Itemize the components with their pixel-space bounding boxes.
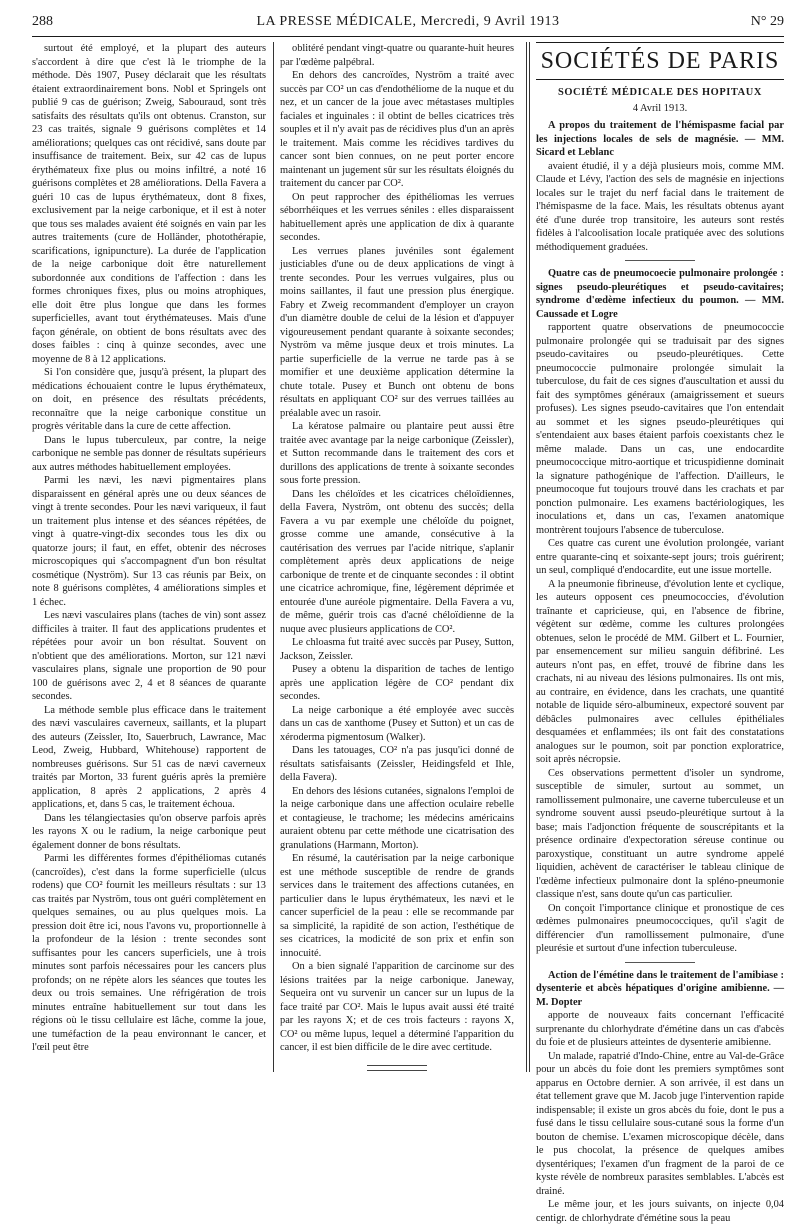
column-divider	[526, 42, 527, 1072]
paragraph: apporte de nouveaux faits concernant l'efficacité surprenante du chlorhydrate d'émétine dans un cas d'abcès du foie et de plusieurs atteintes de dysenterie amibienne.	[536, 1010, 784, 1048]
paragraph: La kératose palmaire ou plantaire peut aussi être traitée avec avantage par la neige carbonique (Zeissler), et Sutton recommande dans le traitement des cors et durillons des applications de trente à soixante secondes sous forte pression.	[280, 421, 514, 486]
paragraph: La méthode semble plus efficace dans le traitement des nævi vasculaires caverneux, saillants, et la plupart des auteurs (Zeissler, Ito, Sauerbruch, Lawrance, Mac Leod, Zweig, Hubbard, Whitehouse) rapportent de nombreuses guérisons. Sur 51 cas de nævi caverneux traités par Morton, 33 furent guéris après la première application, 8 après 2 applications, 2 après 4 applications, et, dans 5 cas, le traitement échoua.	[32, 704, 266, 810]
column-divider	[529, 42, 530, 1072]
paragraph: La neige carbonique a été employée avec succès dans un cas de xanthome (Pusey et Sutton) et un cas de xéroderma pigmentosum (Walker).	[280, 704, 514, 743]
article-title: Action de l'émétine dans le traitement de l'amibiase : dysenterie et abcès hépatiques d'origine amibienne. — M. Dopter	[536, 969, 784, 1008]
column-middle	[280, 42, 514, 1072]
column-left	[32, 42, 266, 1072]
article-end-mark	[367, 1065, 427, 1071]
paragraph: A la pneumonie fibrineuse, d'évolution lente et cyclique, les auteurs opposent ces pneumococcies, d'évolution traînante et capricieuse, qui, en l'absence de fibrine, végètent sur œdème, comme les cultures prolongées obtenues, selon le procédé de MM. Gilbert et L. Fournier, par ensemencement sur milieu sanguin défibriné. Les auteurs n'ont pas, en effet, trouvé de fibrine dans les crachats, ni au niveau des lésions pulmonaires. Ils ont mis, au contraire, en évidence, dans les crachats, une quantité notable de liquide séro-albumineux, expectoré souvent par débâcles pulmonaires avec cellules épithéliales desquamées et enflammées; ils ont fait des constatations analogues sur le poumon, soit par ponction exploratrice, soit après nécropsie.	[536, 578, 784, 765]
running-title: LA PRESSE MÉDICALE, Mercredi, 9 Avril 1913	[256, 14, 560, 29]
paragraph: Pusey a obtenu la disparition de taches de lentigo après une application légère de CO² pendant dix secondes.	[280, 664, 514, 702]
page-number: 288	[32, 14, 53, 29]
column-right	[536, 42, 784, 1224]
column-divider	[273, 42, 274, 1072]
paragraph: Parmi les différentes formes d'épithéliomas cutanés (cancroïdes), c'est dans la forme superficielle (ulcus rodens) que CO² fournit les meilleurs résultats : sur 13 cas traités par Nyström, tous ont guéri complètement en quelques semaines, ou au plus quelques mois. La pression doit être ici, nous l'avons vu, proportionnelle à la profondeur de la lésion : trente secondes sont suffisantes pour les cancers superficiels, une à trois minutes sont parfois nécessaires pour les cancers plus profonds; on ne répète alors les séances que toutes les deux ou trois semaines. Une réfrigération de trois minutes entraîne habituellement sur tout dans les régions où le tissu cellulaire est lâche, comme la joue, une tuméfaction de la peau environnant le cancer, et l'œil peut être	[32, 853, 266, 1053]
paragraph: oblitéré pendant vingt-quatre ou quarante-huit heures par l'œdème palpébral.	[280, 43, 514, 68]
paragraph: Dans les télangiectasies qu'on observe parfois après les rayons X ou le radium, la neige carbonique peut également donner de bons résultats.	[32, 812, 266, 851]
separator	[625, 260, 695, 261]
paragraph: Le même jour, et les jours suivants, on injecte 0,04 centigr. de chlorhydrate d'émétine sous la peau	[536, 1199, 784, 1224]
paragraph: Un malade, rapatrié d'Indo-Chine, entre au Val-de-Grâce pour un abcès du foie dont les premiers symptômes sont apparus en Octobre dernier. A son arrivée, il est dans un état tellement grave que M. Jacob juge l'intervention rapide indispensable; il existe un gros abcès du foie, dont le pus a fusé dans le tissu cellulaire sous-cutané sous la forme d'un bouton de chemise. L'examen microscopique décèle, dans le pus chocolat, la présence de quelques amibes dysentériques; l'examen d'un fragment de la paroi de ce kyste révèle de nombreux parasites semblables. L'abcès est drainé.	[536, 1050, 784, 1197]
paragraph: Dans le lupus tuberculeux, par contre, la neige carbonique ne semble pas donner de résultats supérieurs aux autres méthodes habituellement employées.	[32, 434, 266, 473]
section-title: SOCIÉTÉS DE PARIS	[540, 48, 780, 74]
journal-page	[32, 12, 784, 1224]
paragraph: rapportent quatre observations de pneumococcie pulmonaire prolongée qui se traduisait par des signes pseudo-cavitaires ou pseudo-pleurétiques. Cette pneumococcie pulmonaire prolongée simulait la tuberculose, du fait de ces signes d'auscultation et aussi du fait des symptômes généraux (amaigrissement et sueurs profuses). Les signes pseudo-cavitaires que l'on entendait au sommet et les signes pseudo-pleurétiques qui s'entendaient aux bases étaient parfois coexistants chez le même malade. Dans un cas, une endocardite pneumococcique mitro-aortique et tricuspidienne dominait la signature pathogénique de l'affection. D'ailleurs, le pneumocoque fut toujours trouvé dans les crachats et par ponction pulmonaire. Les examens bactériologiques, les inoculations et, dans un cas, l'examen anatomique montrèrent toujours l'absence de tuberculose.	[536, 322, 784, 536]
paragraph: Les nævi vasculaires plans (taches de vin) sont assez difficiles à traiter. Il faut des applications prudentes et répétées pour avoir un bon résultat. Souvent on n'obtient que des améliorations. Morton, sur 121 nævi vasculaires plans, signale une proportion de 90 pour 100 de guérisons avec 2, 4 et 8 séances de quarante secondes.	[32, 610, 266, 702]
paragraph: Le chloasma fut traité avec succès par Pusey, Sutton, Jackson, Zeissler.	[280, 637, 514, 662]
article-title: Quatre cas de pneumocoecie pulmonaire prolongée : signes pseudo-pleurétiques et pseudo-cavitaires; syndrome d'œdème infectieux du poumon. — MM. Caussade et Logre	[536, 268, 784, 320]
section-rule	[536, 42, 784, 43]
article-title: A propos du traitement de l'hémispasme facial par les injections locales de sels de magnésie. — MM. Sicard et Leblanc	[536, 120, 784, 158]
paragraph: Ces observations permettent d'isoler un syndrome, susceptible de simuler, surtout au sommet, un ramollissement pulmonaire, une caverne tuberculeuse et un syndrome souvent aussi pseudo-pleurétique surtout à la base; mais l'adjonction fréquente de souscrépitants et la présence ordinaire d'expectoration séreuse continue ou paroxystique, constituant un autre syndrome appelé liquidien, achèvent de caractériser le tableau clinique de l'œdème infectieux pulmonaire dont la spléno-pneumonie classique n'est, sans doute qu'un cas particulier.	[536, 767, 784, 900]
paragraph: On a bien signalé l'apparition de carcinome sur des lésions traitées par la neige carbonique. Janeway, Sequeira ont vu survenir un cancer sur un lupus de la face traité par CO². Mais le lupus avait aussi été traité par les rayons X; et de ces trois facteurs : rayons X, CO² ou même lupus, lequel a déterminé l'apparition du cancer, il est bien difficile de le dire avec certitude.	[280, 961, 514, 1053]
paragraph: En dehors des lésions cutanées, signalons l'emploi de la neige carbonique dans une affection oculaire rebelle et contagieuse, le trachome; les médecins américains auraient obtenu par cette méthode une cicatrisation des granulations (Harmann, Morton).	[280, 785, 514, 851]
session-date: 4 Avril 1913.	[632, 102, 688, 114]
header-rule	[32, 36, 784, 37]
paragraph: Parmi les nævi, les nævi pigmentaires plans disparaissent en général après une ou deux séances de vingt à trente secondes. Pour les nævi variqueux, il faut un traitement plus intense et des séances répétées, de vingt à quatre-vingt-dix secondes tous les dix ou quatorze jours; il faut, en effet, obtenir des nécroses microscopiques qui s'accompagnent d'un bon résultat cosmétique (Nyström). Sur 13 cas réunis par Beix, on note 8 guérisons complètes, 4 améliorations simples et 1 échec.	[32, 475, 266, 608]
section-rule	[536, 79, 784, 80]
paragraph: Ces quatre cas curent une évolution prolongée, variant entre quarante-cinq et soixante-sept jours; trois guérirent; un seul, compliqué d'endocardite, eut une issue mortelle.	[536, 538, 784, 576]
paragraph: En dehors des cancroïdes, Nyström a traité avec succès par CO² un cas d'endothéliome de la nuque et du nez, et un cancer de la joue avec métastases multiples faciales et inguinales : il obtint de belles cicatrices très souples et il n'y avait pas de récidives plus d'un an après le traitement. Mais comme les récidives tardives du cancer sont bien connues, on ne peut porter encore maintenant un jugement sûr sur les résultats éloignés du traitement du cancer par CO².	[280, 70, 514, 189]
separator	[625, 962, 695, 963]
paragraph: On conçoit l'importance clinique et pronostique de ces œdèmes pulmonaires pneumococciques, qu'il s'agit de différencier d'un ramollissement pulmonaire, d'une pleurésie et surtout d'une infection tuberculeuse.	[536, 902, 784, 954]
paragraph: On peut rapprocher des épithéliomas les verrues séborrhéiques et les verrues séniles : elles disparaissent habituellement après une application de dix à quarante secondes.	[280, 191, 514, 243]
society-heading: SOCIÉTÉ MÉDICALE DES HOPITAUX	[558, 87, 762, 98]
running-header	[32, 12, 784, 36]
issue-number: N° 29	[750, 14, 784, 29]
paragraph: Si l'on considère que, jusqu'à présent, la plupart des médications échouaient contre le lupus érythémateux, on doit, en présence des résultats précédents, reconnaître que la neige carbonique constitue un progrès véritable dans la cure de cette affection.	[32, 367, 266, 432]
paragraph: Les verrues planes juvéniles sont également justiciables d'une ou de deux applications de vingt à trente secondes. Pour les verrues vulgaires, plus ou moins saillantes, il faut une pression plus énergique. Fabry et Zweig recommandent d'employer un crayon d'un diamètre double de celui de la lésion et d'appuyer vigoureusement pendant quarante à soixante secondes; Nyström va même jusque deux et trois minutes. La partie superficielle de la verrue ne tarde pas à se momifier et une deuxième application détermine la chute totale. Pusey et Bunch ont obtenu de bons résultats en appliquant CO² sur des verrues taillées au préalable avec un rasoir.	[280, 245, 514, 419]
paragraph: En résumé, la cautérisation par la neige carbonique est une méthode susceptible de rendre de grands services dans le traitement des affections cutanées, en particulier dans le lupus érythémateux, les nævi et le cancer superficiel de la peau : elle se recommande par sa simplicité, la rapidité de son action, l'esthétique de ses cicatrices, la modicité de son prix et enfin son innocuité.	[280, 853, 514, 959]
paragraph: avaient étudié, il y a déjà plusieurs mois, comme MM. Claude et Lévy, l'action des sels de magnésie en injections locales sur le trajet du nerf facial dans le traitement de l'hémispasme de la face. Mais, les résultats obtenus ayant été d'une durée trop transitoire, les auteurs sont restés fidèles à l'alcoolisation locale pratiquée avec des solutions méthodiquement graduées.	[536, 160, 784, 253]
paragraph: Dans les chéloïdes et les cicatrices chéloïdiennes, della Favera, Nyström, ont obtenu des succès; della Favera a vu par exemple une chéloïde du poignet, grosse comme une amande, consécutive à la cautérisation des verrues par l'acide nitrique, s'aplanir complètement après deux applications de neige carbonique de trente et de cinquante secondes : il obtint une cicatrice achromique, fine, légèrement déprimée et entourée d'une auréole pigmentaire. Della Favera a vu, de même, guérir trois cas d'acné chéloïdienne de la nuque avec plusieurs applications de CO².	[280, 488, 514, 635]
paragraph: Dans les tatouages, CO² n'a pas jusqu'ici donné de résultats satisfaisants (Zeissler, Heidingsfeld et Ihle, della Favera).	[280, 745, 514, 783]
paragraph: surtout été employé, et la plupart des auteurs s'accordent à dire que c'est là le triomphe de la méthode. Dès 1907, Pusey déclarait que les résultats étaient extraordinairement bons. Nobl et Springels ont publié 9 cas de guérison; Zweig, Sabouraud, sont très satisfaits des résultats qu'ils ont obtenus. Cranston, sur 23 cas traités, signale 9 guérisons complètes et 14 améliorations; quelques cas ont récidivé, sans doute par insuffisance de traitement. Beix, sur 42 cas de lupus érythémateux fixe plus ou moins infiltré, a noté 16 guérisons complètes et 28 améliorations. Della Favera a guéri 10 cas de lupus érythémateux, dont 8 fixes, exclusivement par la neige carbonique, et il est à noter que tous ses malades avaient été soignés en vain par les autres traitements (cure de Holländer, photothérapie, scarifications, ignipuncture). La durée de l'application de la neige carbonique doit être naturellement subordonnée aux conditions de l'affection : dans les formes chroniques fixes, plus ou moins atrophiques, elle doit être plus longue que dans les formes superficielles, avant tout érythémateuses. Mais d'une façon générale, on obtient de bons résultats avec des doses faibles : cinq à quinze secondes, avec une moyenne de 8 à 12 applications.	[32, 43, 266, 365]
